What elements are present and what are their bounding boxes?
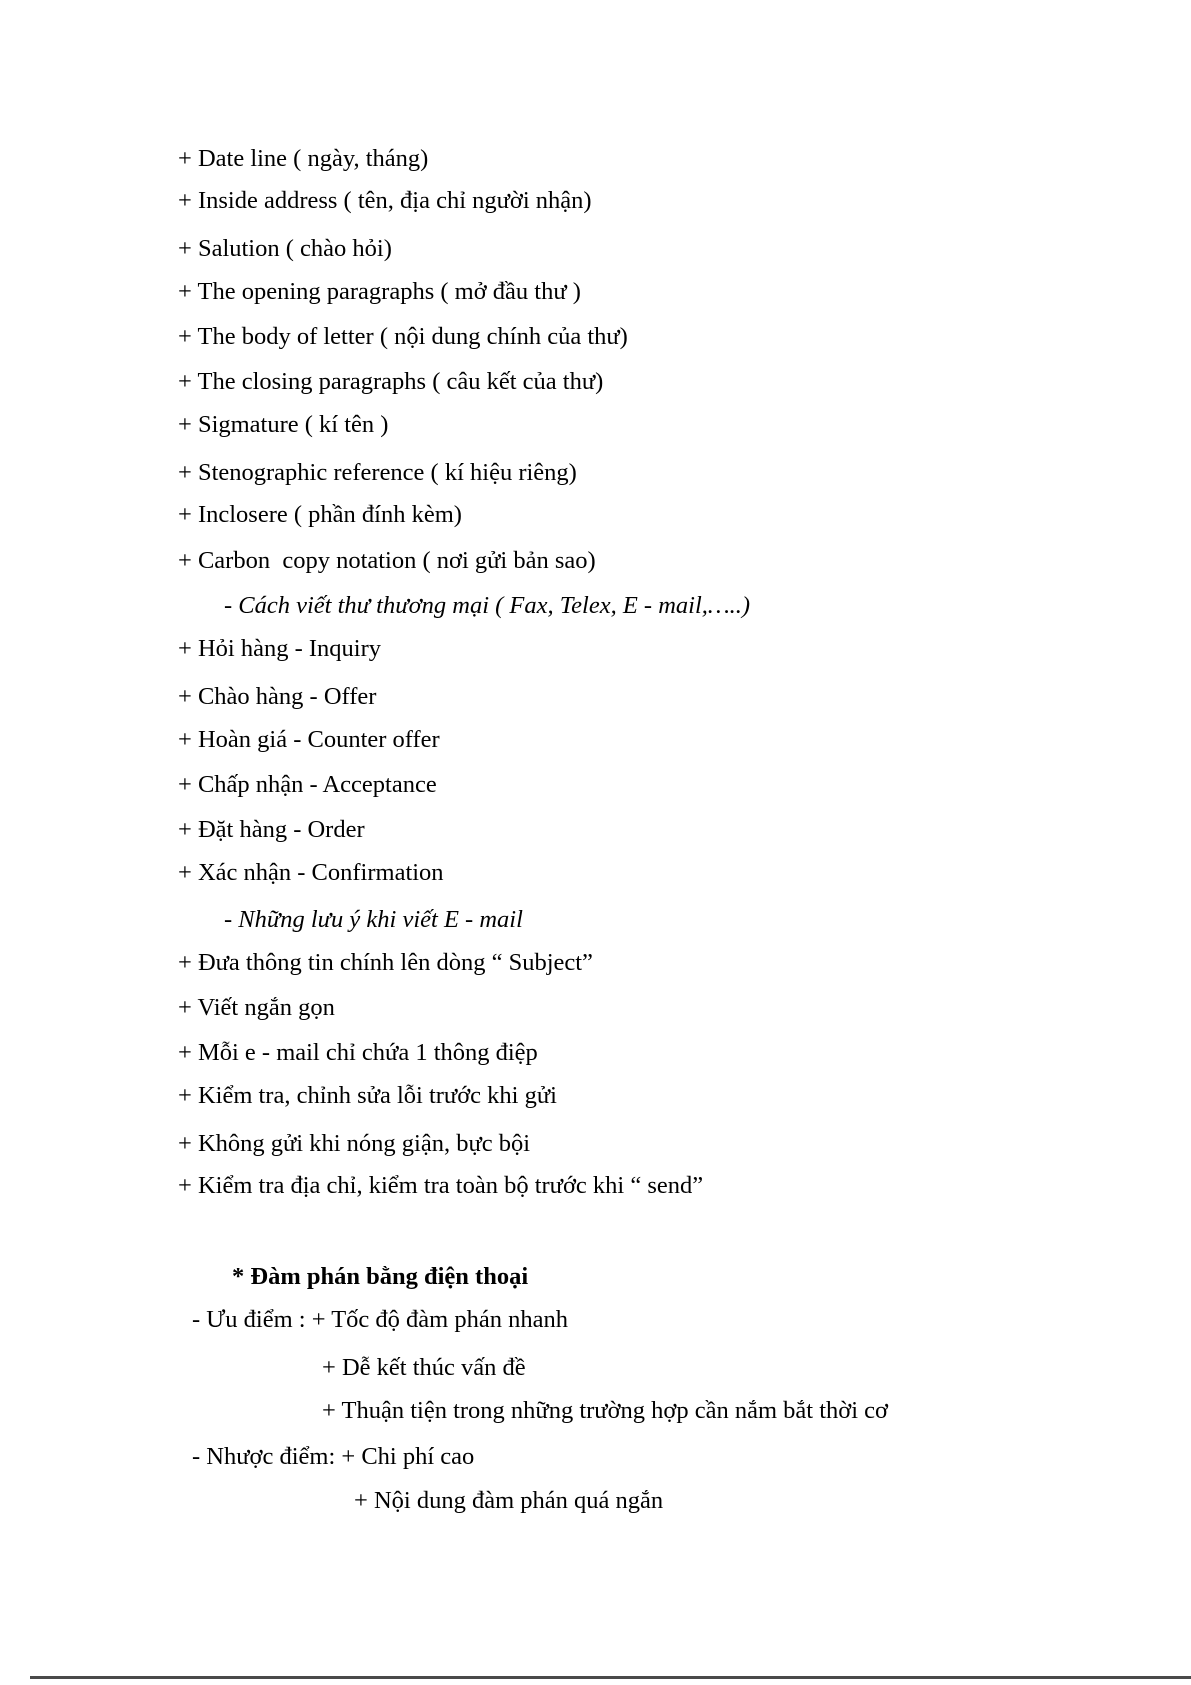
list-item-confirmation: + Xác nhận - Confirmation [178, 859, 444, 886]
list-item-salution: + Salution ( chào hỏi) [178, 235, 392, 262]
list-item-one-message: + Mỗi e - mail chỉ chứa 1 thông điệp [178, 1039, 538, 1066]
list-item-acceptance: + Chấp nhận - Acceptance [178, 771, 437, 798]
list-item-counter-offer: + Hoàn giá - Counter offer [178, 726, 440, 753]
list-item-subject: + Đưa thông tin chính lên dòng “ Subject” [178, 949, 593, 976]
list-item-inclosere: + Inclosere ( phần đính kèm) [178, 501, 462, 528]
list-item-concise: + Viết ngắn gọn [178, 994, 335, 1021]
subheading-commercial-letters: - Cách viết thư thương mại ( Fax, Telex, E - mail,…..) [224, 592, 751, 619]
list-item-order: + Đặt hàng - Order [178, 816, 365, 843]
list-item-check-errors: + Kiểm tra, chỉnh sửa lỗi trước khi gửi [178, 1082, 557, 1109]
list-item-opening-paragraphs: + The opening paragraphs ( mở đầu thư ) [178, 278, 581, 305]
list-item-closing-paragraphs: + The closing paragraphs ( câu kết của thư) [178, 368, 604, 395]
list-item-sigmature: + Sigmature ( kí tên ) [178, 411, 389, 438]
list-item-no-anger: + Không gửi khi nóng giận, bực bội [178, 1130, 531, 1157]
list-item-stenographic-reference: + Stenographic reference ( kí hiệu riêng) [178, 459, 577, 486]
subheading-email-notes: - Những lưu ý khi viết E - mail [224, 906, 523, 933]
disadvantage-item-short-content: + Nội dung đàm phán quá ngắn [354, 1487, 664, 1514]
list-item-inquiry: + Hỏi hàng - Inquiry [178, 635, 381, 662]
list-item-offer: + Chào hàng - Offer [178, 683, 377, 710]
list-item-inside-address: + Inside address ( tên, địa chỉ người nhận) [178, 187, 592, 214]
advantages-line: - Ưu điểm : + Tốc độ đàm phán nhanh [192, 1306, 568, 1333]
section-heading-phone-negotiation: * Đàm phán bằng điện thoại [232, 1263, 529, 1290]
advantage-item-resolve: + Dễ kết thúc vấn đề [322, 1354, 526, 1381]
list-item-check-address: + Kiểm tra địa chỉ, kiểm tra toàn bộ trước khi “ send” [178, 1172, 704, 1199]
list-item-body-of-letter: + The body of letter ( nội dung chính của thư) [178, 323, 628, 350]
page-bottom-rule [30, 1676, 1191, 1679]
advantage-item-convenient: + Thuận tiện trong những trường hợp cần nắm bắt thời cơ [322, 1397, 888, 1424]
disadvantages-line: - Nhược điểm: + Chi phí cao [192, 1443, 475, 1470]
list-item-date-line: + Date line ( ngày, tháng) [178, 145, 429, 172]
list-item-carbon-copy: + Carbon copy notation ( nơi gửi bản sao) [178, 547, 596, 574]
